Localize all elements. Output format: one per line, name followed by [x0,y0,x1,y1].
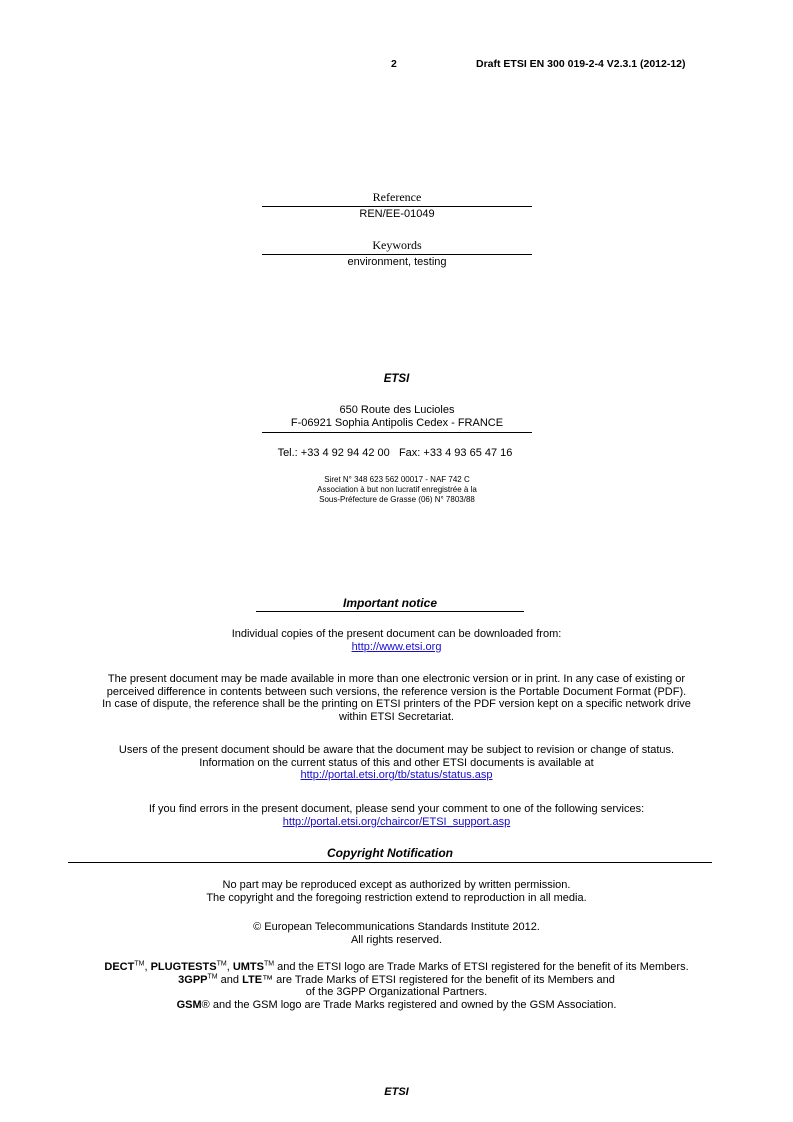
notice-download-text: Individual copies of the present document can be downloaded from: [231,628,562,640]
trademarks-line-3: of the 3GPP Organizational Partners. [305,986,488,999]
copyright-line-2: The copyright and the foregoing restriction extend to reproduction in all media. [206,891,587,904]
reference-divider [262,206,532,207]
notice-versions-line-1: The present document may be made available in more than one electronic version or in print. In any case of existing or [107,673,686,685]
notice-versions-line-2: perceived difference in contents between such versions, the reference version is the Portable Document Format (PDF). [106,685,687,698]
trademarks-line-4: GSM® and the GSM logo are Trade Marks registered and owned by the GSM Association. [176,998,617,1011]
tel-fax: Tel.: +33 4 92 94 42 00 Fax: +33 4 93 65 47 16 [277,447,513,459]
siret: Siret N° 348 623 562 00017 - NAF 742 C [324,475,470,484]
notice-versions-line-3: In case of dispute, the reference shall be the printing on ETSI printers of the PDF version kept on a specific network drive [102,698,691,711]
reference-value: REN/EE-01049 [359,208,435,220]
copyright-paragraph-reproduction [60,879,733,904]
association: Association à but non lucratif enregistrée à la [317,485,477,494]
document-title: Draft ETSI EN 300 019-2-4 V2.3.1 (2012-12) [476,58,686,70]
important-notice-title: Important notice [342,596,437,610]
copyright-line-3: © European Telecommunications Standards Institute 2012. [253,921,540,933]
trademarks-line-2: 3GPP™ and LTE™ are Trade Marks of ETSI registered for the benefit of its Members and [178,972,615,986]
trademarks-line-1: DECT™, PLUGTESTS™, UMTS™ and the ETSI logo are Trade Marks of ETSI registered for the benefit of its Members. [104,960,689,973]
org-name: ETSI [383,373,410,385]
notice-versions-line-4: within ETSI Secretariat. [339,710,454,723]
keywords-value: environment, testing [347,256,447,268]
support-page-link[interactable]: http://portal.etsi.org/chaircor/ETSI_support.asp [282,815,511,828]
trademarks-paragraph [60,961,733,1011]
copyright-line-1: No part may be reproduced except as authorized by written permission. [222,879,571,891]
important-notice-divider [256,611,524,612]
copyright-divider [68,862,712,863]
page-number: 2 [391,58,397,70]
keywords-label: Keywords [372,238,422,252]
status-page-link[interactable]: http://portal.etsi.org/tb/status/status.asp [300,769,493,782]
copyright-paragraph-rights [60,921,733,946]
notice-paragraph-status [60,744,733,782]
reference-label: Reference [372,190,422,204]
page-footer: ETSI [384,1086,409,1098]
notice-status-line-1: Users of the present document should be aware that the document may be subject to revision or change of status. [118,744,675,756]
address-line-2: F-06921 Sophia Antipolis Cedex - FRANCE [290,417,504,429]
prefecture: Sous-Préfecture de Grasse (06) N° 7803/88 [319,495,475,504]
notice-status-line-2: Information on the current status of this and other ETSI documents is available at [199,756,594,769]
notice-paragraph-download [60,628,733,653]
notice-paragraph-errors [60,803,733,828]
notice-paragraph-versions [60,673,733,723]
etsi-website-link[interactable]: http://www.etsi.org [351,640,442,653]
address-line-1: 650 Route des Lucioles [339,404,455,416]
notice-errors-text: If you find errors in the present document, please send your comment to one of the following services: [148,803,645,815]
keywords-divider [262,254,532,255]
copyright-title: Copyright Notification [327,846,453,860]
copyright-line-4: All rights reserved. [350,933,443,946]
address-divider [262,432,532,433]
